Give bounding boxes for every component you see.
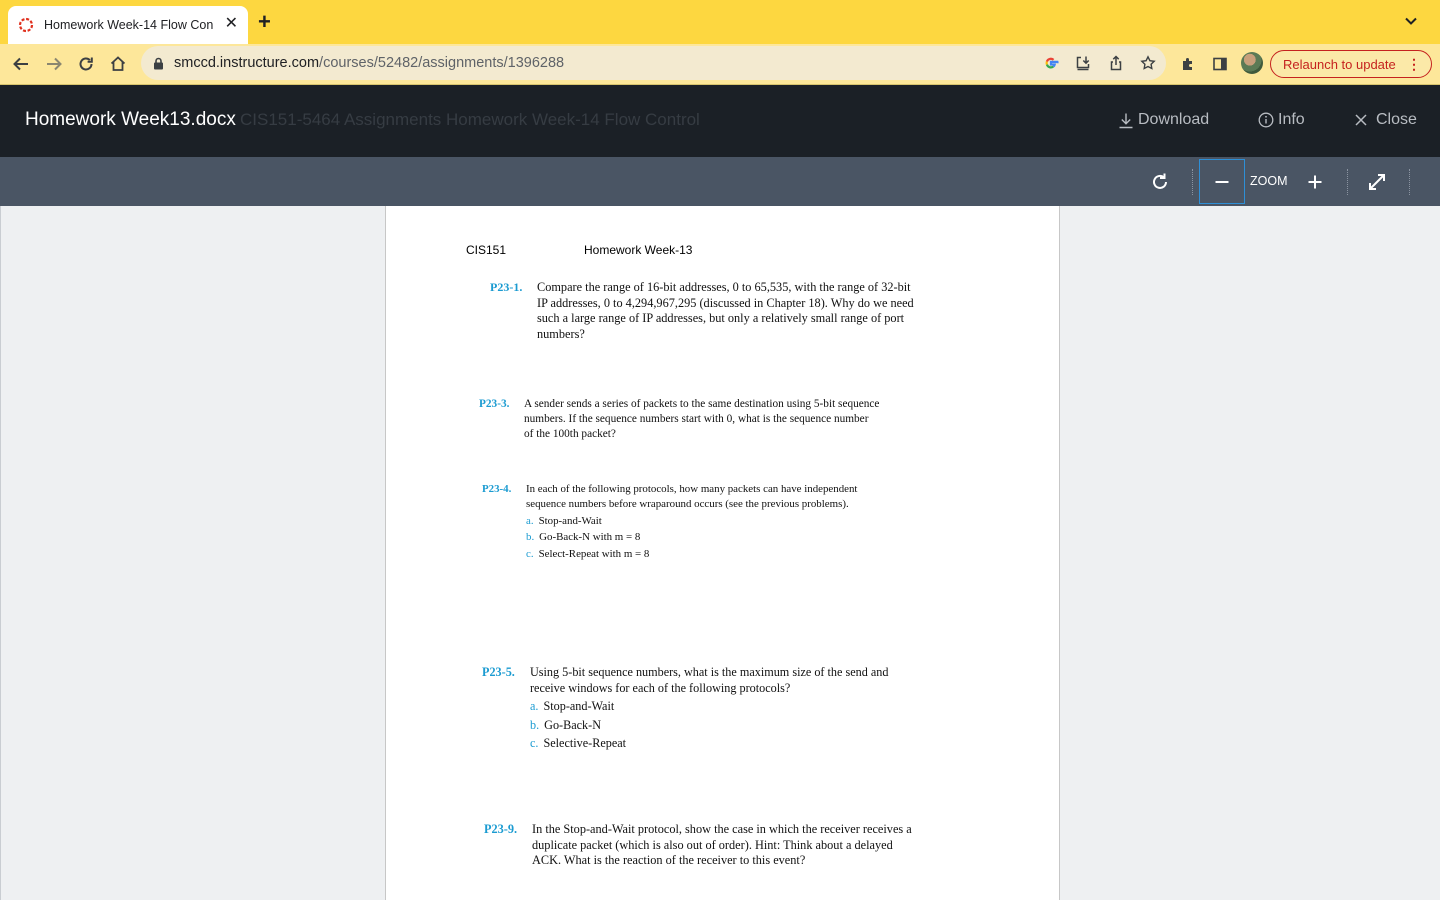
zoom-out-button[interactable] xyxy=(1199,159,1245,204)
install-app-icon[interactable] xyxy=(1074,54,1092,72)
google-icon[interactable] xyxy=(1042,54,1060,72)
close-button[interactable] xyxy=(1354,111,1417,129)
url-path: /courses/52482/assignments/1396288 xyxy=(319,55,565,71)
toolbar-divider xyxy=(1409,169,1410,195)
tab-title: Homework Week-14 Flow Con xyxy=(44,18,214,32)
info-icon xyxy=(1258,112,1274,128)
list-item: a. Stop-and-Wait xyxy=(530,699,615,714)
relaunch-to-update-button[interactable] xyxy=(1270,50,1432,78)
minus-icon xyxy=(1214,174,1230,190)
problem-line: numbers? xyxy=(537,326,585,341)
problem-line: numbers. If the sequence numbers start with 0, what is the sequence number xyxy=(524,413,869,426)
problem-number: P23-1. xyxy=(490,280,523,294)
share-icon[interactable] xyxy=(1107,54,1125,72)
side-panel-icon[interactable] xyxy=(1210,54,1230,74)
problem-line: sequence numbers before wraparound occurs (see the previous problems). xyxy=(526,497,849,510)
problem-line: ACK. What is the reaction of the receiver to this event? xyxy=(532,853,806,868)
plus-icon xyxy=(1307,174,1323,190)
download-label: Download xyxy=(1138,111,1210,128)
file-preview-header xyxy=(0,85,1440,157)
list-item: b. Go-Back-N with m = 8 xyxy=(526,531,641,544)
problem-number: P23-4. xyxy=(482,483,512,495)
page-heading: Homework Week-13 xyxy=(584,243,693,257)
problem-number: P23-3. xyxy=(479,398,510,410)
problem-line: of the 100th packet? xyxy=(524,428,616,441)
rotate-button[interactable] xyxy=(1142,159,1178,204)
list-item: a. Stop-and-Wait xyxy=(526,514,602,527)
list-item: b. Go-Back-N xyxy=(530,717,601,732)
fullscreen-button[interactable] xyxy=(1359,159,1395,204)
problem-line: receive windows for each of the following protocols? xyxy=(530,680,791,695)
problem-line: In the Stop-and-Wait protocol, show the case in which the receiver receives a xyxy=(532,822,912,836)
expand-icon xyxy=(1367,172,1387,192)
list-item: c. Select-Repeat with m = 8 xyxy=(526,548,650,561)
download-icon xyxy=(1118,112,1134,129)
problem-line: IP addresses, 0 to 4,294,967,295 (discussed in Chapter 18). Why do we need xyxy=(537,295,914,310)
problem-line: A sender sends a series of packets to the same destination using 5-bit sequence xyxy=(524,398,880,410)
url-host: smccd.instructure.com xyxy=(174,55,320,71)
zoom-in-button[interactable] xyxy=(1297,159,1333,204)
close-icon xyxy=(1354,113,1368,127)
course-code: CIS151 xyxy=(466,243,507,257)
url-text[interactable] xyxy=(174,55,564,71)
document-title: Homework Week13.docx xyxy=(25,109,236,130)
problem-number: P23-5. xyxy=(482,665,515,679)
viewer-toolbar xyxy=(0,157,1440,206)
forward-icon[interactable] xyxy=(43,53,65,75)
problem-line: In each of the following protocols, how many packets can have independent xyxy=(526,483,858,495)
bookmark-star-icon[interactable] xyxy=(1139,54,1157,72)
info-label: Info xyxy=(1278,111,1305,128)
problem-line: such a large range of IP addresses, but only a relatively small range of port xyxy=(537,311,905,326)
document-page xyxy=(385,206,1060,900)
download-button[interactable] xyxy=(1118,111,1209,129)
tab-search-chevron-icon[interactable] xyxy=(1404,14,1418,28)
list-item: c. Selective-Repeat xyxy=(530,736,627,751)
background-breadcrumb: CIS151-5464 Assignments Homework Week-14 Flow Control xyxy=(240,110,700,129)
problem-line: Using 5-bit sequence numbers, what is the maximum size of the send and xyxy=(530,665,889,679)
toolbar-divider xyxy=(1347,169,1348,195)
browser-tab-strip xyxy=(0,0,1440,44)
problem-line: duplicate packet (which is also out of order). Hint: Think about a delayed xyxy=(532,837,893,852)
address-bar[interactable] xyxy=(141,46,1166,80)
reload-icon[interactable] xyxy=(75,53,97,75)
tab-close-icon[interactable]: ✕ xyxy=(224,15,238,32)
rotate-icon xyxy=(1149,171,1171,193)
more-menu-icon[interactable]: ⋮ xyxy=(1407,56,1421,72)
info-button[interactable] xyxy=(1258,111,1305,129)
extensions-puzzle-icon[interactable] xyxy=(1178,54,1198,74)
browser-toolbar xyxy=(0,44,1440,85)
document-viewport[interactable] xyxy=(0,206,1440,900)
problem-number: P23-9. xyxy=(484,822,518,836)
new-tab-icon[interactable]: + xyxy=(258,9,271,34)
back-icon[interactable] xyxy=(10,53,32,75)
canvas-favicon-icon xyxy=(18,17,34,33)
zoom-label: ZOOM xyxy=(1250,174,1288,188)
profile-avatar[interactable] xyxy=(1241,52,1263,74)
relaunch-label: Relaunch to update xyxy=(1283,56,1396,72)
toolbar-divider xyxy=(1192,169,1193,195)
lock-icon[interactable] xyxy=(153,57,164,75)
close-label: Close xyxy=(1376,111,1417,128)
browser-tab[interactable] xyxy=(8,6,248,44)
home-icon[interactable] xyxy=(107,53,129,75)
problem-line: Compare the range of 16-bit addresses, 0 to 65,535, with the range of 32-bit xyxy=(537,280,911,294)
